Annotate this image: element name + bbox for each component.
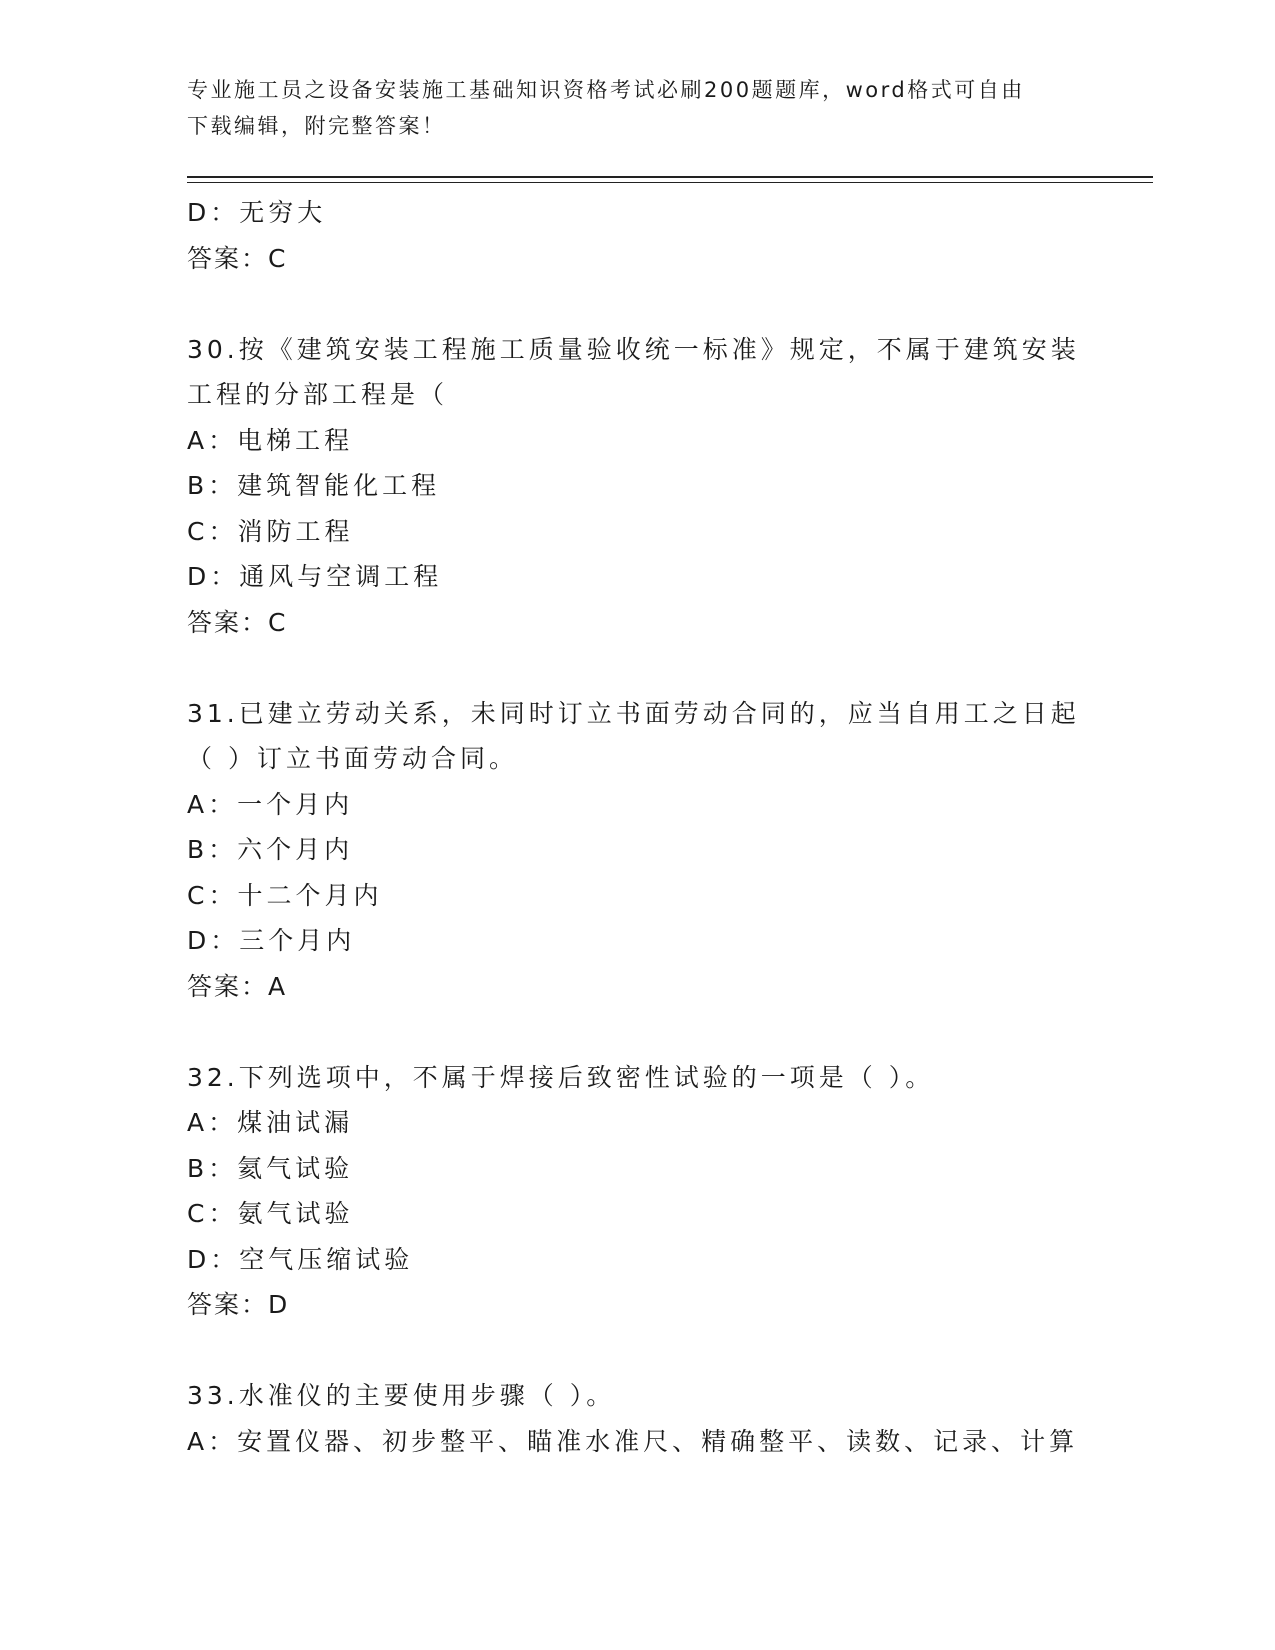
answer-line: 答案：A [187,971,288,1001]
question-30 [187,327,1087,646]
header-line-1: 专业施工员之设备安装施工基础知识资格考试必刷200题题库，word格式可自由 [187,78,1025,102]
question-text: 30.按《建筑安装工程施工质量验收统一标准》规定，不属于建筑安装 [187,334,1080,364]
question-32 [187,1055,1087,1328]
document-body [187,190,1087,1464]
spacer [187,645,1087,691]
option-a: A：电梯工程 [187,425,354,455]
document-header [187,72,1087,144]
question-text: 32.下列选项中，不属于焊接后致密性试验的一项是（ ）。 [187,1062,935,1092]
answer-line: 答案：C [187,607,288,637]
option-a: A：煤油试漏 [187,1108,354,1137]
option-d: D：无穷大 [187,198,327,227]
question-31 [187,691,1087,1010]
option-c: C：氨气试验 [187,1199,354,1228]
question-text: 33.水准仪的主要使用步骤（ ）。 [187,1381,616,1410]
spacer [187,281,1087,327]
answer-line: 答案：D [187,1290,290,1319]
option-d: D：空气压缩试验 [187,1244,414,1274]
option-b: B：建筑智能化工程 [187,471,441,500]
option-d: D：三个月内 [187,926,356,955]
question-33 [187,1373,1087,1464]
header-divider-thick [187,176,1153,178]
option-b: B：氦气试验 [187,1153,354,1183]
option-d: D：通风与空调工程 [187,562,443,591]
option-a: A：安置仪器、初步整平、瞄准水准尺、精确整平、读数、记录、计算 [187,1426,1079,1456]
header-divider-thin [187,182,1153,183]
question-text: （ ）订立书面劳动合同。 [187,744,518,773]
spacer [187,1328,1087,1374]
option-b: B：六个月内 [187,835,354,864]
answer-line: 答案：C [187,243,288,273]
question-text: 31.已建立劳动关系，未同时订立书面劳动合同的，应当自用工之日起 [187,698,1080,728]
header-line-2: 下载编辑，附完整答案！ [187,114,446,138]
option-c: C：十二个月内 [187,880,383,910]
option-c: C：消防工程 [187,516,354,546]
option-a: A：一个月内 [187,789,354,819]
question-text: 工程的分部工程是（ [187,380,449,409]
spacer [187,1009,1087,1055]
